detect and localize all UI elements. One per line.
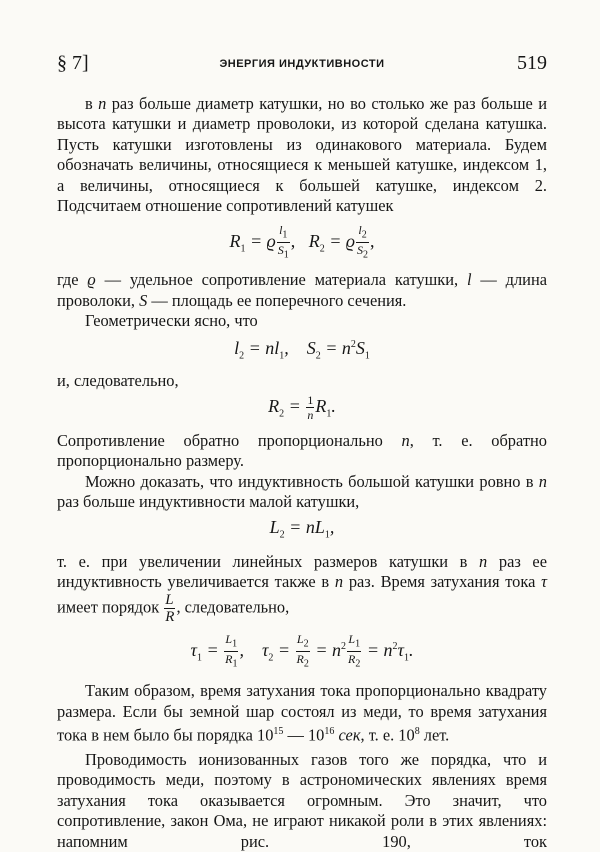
paragraph-3: Геометрически ясно, что — [85, 311, 258, 331]
formula-tau: $\tau_1$ = $\frac{L_1}{R_1}$ , $\tau_2$ = $\frac{L_2}{R_2}$ = $n^2$ $\frac{L_1}{R_2}$ = $n^2\tau_1$. — [190, 632, 414, 670]
paragraph-4: и, следовательно, — [57, 371, 179, 391]
page-number: 519 — [517, 52, 547, 74]
page-body — [57, 94, 547, 852]
page-header — [57, 52, 547, 82]
formula-inductance: $L_2 = nL_1$, — [269, 516, 335, 541]
paragraph-6: Можно доказать, что индуктивность большой катушки ровно в n раз больше индуктивности малой катушки, — [57, 471, 547, 512]
formula-r2: $R_2$ = $\frac{1}{n}$ $R_1$. — [268, 392, 336, 422]
paragraph-2: где ϱ — удельное сопротивление материала катушки, l — длина проволоки, S — площадь ее поперечного сечения. — [57, 270, 547, 310]
formula-resistance: $R_1 = ϱ$ $\frac{l_1}{S_1}$ , $R_2 = ϱ$ $\frac{l_2}{S_2}$ , — [229, 223, 375, 261]
paragraph-1: в n раз больше диаметр катушки, но во столько же раз больше и высота катушки и диаметр проволоки, из которой сделана катушка. Пусть катушки изготовлены из одинакового материала. Будем обозначать величины, относящиеся к меньшей катушке, индексом 1, а величины, относящиеся к большей катушке, индексом 2. Подсчитаем отношение сопротивлений катушек — [57, 94, 547, 216]
paragraph-7: т. е. при увеличении линейных размеров катушки в n раз ее индуктивность увеличивается также в n раз. Время затухания тока τ имеет порядок $\frac{L}{R}$ , следовательно, — [57, 551, 547, 626]
paragraph-9: Проводимость ионизованных газов того же порядка, что и проводимость меди, поэтому в астрономических явлениях время затухания тока оказывается огромным. Это значит, что сопротивление, закон Ома, не играют никакой роли в этих явлениях: напомним рис. 190, ток — [57, 749, 547, 851]
paragraph-8: Таким образом, время затухания тока пропорционально квадрату размера. Если бы земной шар состоял из меди, то время затухания тока в нем было бы порядка $10^{15}$ — $10^{16}$ сек, т. е. $10^8$ лет. — [57, 681, 547, 745]
formula-geometry: $l_2 = nl_1$, $S_2 = n^2S_1$ — [234, 338, 370, 363]
section-number: § 7] — [57, 52, 89, 74]
running-title: ЭНЕРГИЯ ИНДУКТИВНОСТИ — [219, 58, 385, 70]
paragraph-5: Сопротивление обратно пропорционально n, т. е. обратно пропорционально размеру. — [57, 430, 547, 471]
